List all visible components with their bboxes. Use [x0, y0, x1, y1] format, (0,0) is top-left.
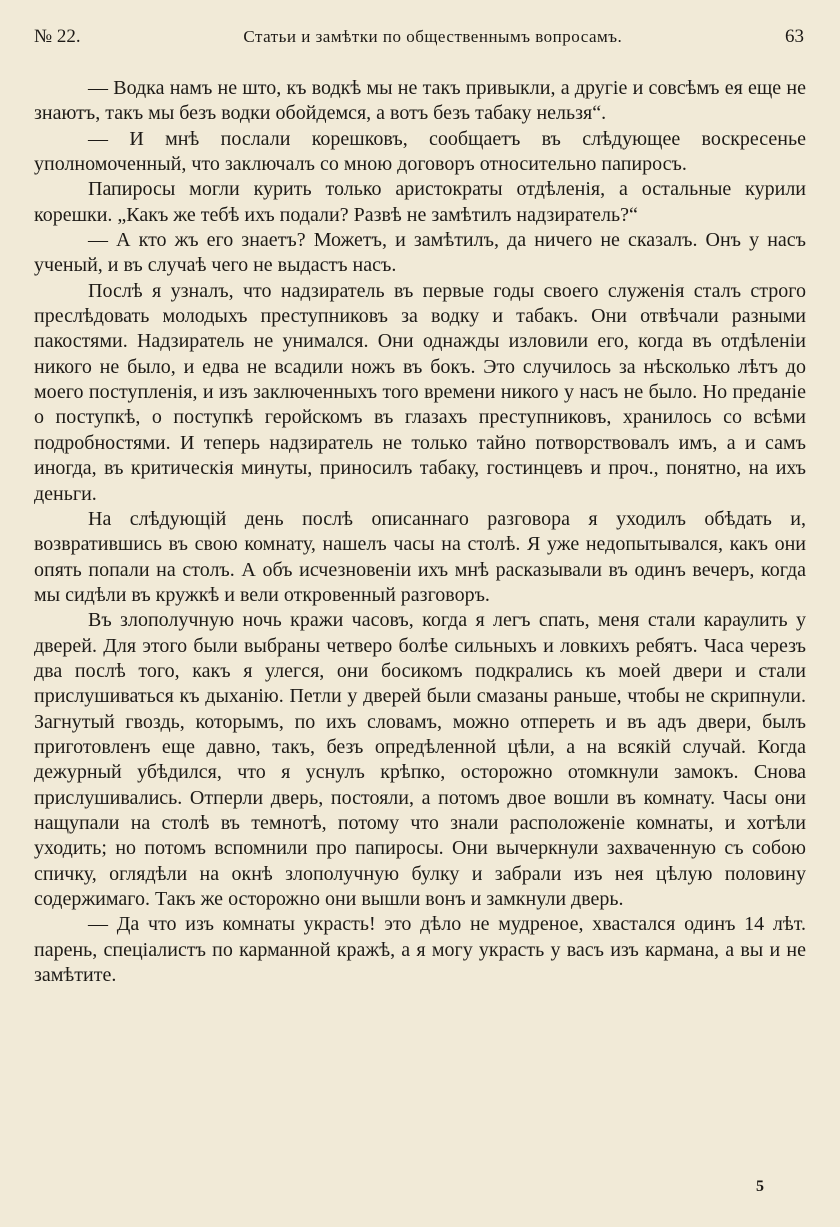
running-header: [34, 26, 804, 56]
paragraph: — Да что изъ комнаты украсть! это дѣло не мудреное, хвастался одинъ 14 лѣт. парень, спеціалистъ по карманной кражѣ, а я могу украсть у васъ изъ кармана, а вы и не замѣтите.: [34, 913, 806, 987]
signature-mark: 5: [756, 1178, 764, 1195]
article-body: [34, 76, 806, 988]
paragraph: — А кто жъ его знаетъ? Можетъ, и замѣтилъ, да ничего не сказалъ. Онъ у насъ ученый, и въ случаѣ чего не выдастъ насъ.: [34, 229, 806, 277]
issue-number: № 22.: [34, 26, 81, 47]
paragraph: — И мнѣ послали корешковъ, сообщаетъ въ слѣдующее воскресенье уполномоченный, что заключалъ со мною договоръ относительно папиросъ.: [34, 127, 806, 176]
paragraph: Папиросы могли курить только аристократы отдѣленія, а остальные курили корешки. „Какъ же тебѣ ихъ подали? Развѣ не замѣтилъ надзиратель?“: [34, 178, 806, 226]
paragraph: Послѣ я узналъ, что надзиратель въ первые годы своего служенія сталъ строго преслѣдовать молодыхъ преступниковъ за водку и табакъ. Они отвѣчали разными пакостями. Надзиратель не унимался. Они однажды изловили его, когда въ отдѣленіи никого не было, и едва не всадили ножъ въ бокъ. Это случилось за нѣсколько лѣтъ до моего поступленія, и изъ заключенныхъ того времени никого у насъ не было. Но преданіе о поступкѣ, о поступкѣ геройскомъ въ глазахъ преступниковъ, хранилось со всѣми подробностями. И теперь надзиратель не только тайно потворствовалъ имъ, а и самъ иногда, въ критическія минуты, приносилъ табаку, гостинцевъ и проч., понятно, на ихъ деньги.: [34, 279, 806, 505]
paragraph: Въ злополучную ночь кражи часовъ, когда я легъ спать, меня стали караулить у дверей. Для этого были выбраны четверо болѣе сильныхъ и ловкихъ ребятъ. Часа черезъ два послѣ того, какъ я улегся, они босикомъ подкрались къ моей двери и стали прислушиваться къ дыханію. Петли у дверей были смазаны раньше, чтобы не скрипнули. Загнутый гвоздь, которымъ, по ихъ словамъ, можно отпереть и въ адъ двери, былъ приготовленъ еще давно, такъ, безъ опредѣленной цѣли, а на всякій случай. Когда дежурный убѣдился, что я уснулъ крѣпко, осторожно отомкнули замокъ. Снова прислушивались. Отперли дверь, постояли, а потомъ двое вошли въ комнату. Часы они нащупали на столѣ въ темнотѣ, потому что знали расположеніе комнаты, и хотѣли уходить; но потомъ вспомнили про папиросы. Они вычеркнули захваченную съ собою спичку, оглядѣли на окнѣ злополучную булку и забрали изъ нея цѣлую половину содержимаго. Такъ же осторожно они вышли вонъ и замкнули дверь.: [34, 609, 806, 910]
page-number: 63: [784, 26, 804, 47]
section-title: Статьи и замѣтки по общественнымъ вопросамъ.: [243, 27, 623, 46]
paragraph: — Водка намъ не што, къ водкѣ мы не такъ привыкли, а другіе и совсѣмъ ея еще не знаютъ, такъ мы безъ водки обойдемся, а вотъ безъ табаку нельзя“.: [34, 77, 806, 125]
paragraph: На слѣдующій день послѣ описаннаго разговора я уходилъ обѣдать и, возвратившись въ свою комнату, нашелъ часы на столѣ. Я уже недопытывался, какъ они опять попали на столъ. А объ исчезновеніи ихъ мнѣ расказывали въ одинъ вечеръ, когда мы сидѣли въ кружкѣ и вели откровенный разговоръ.: [34, 507, 806, 606]
